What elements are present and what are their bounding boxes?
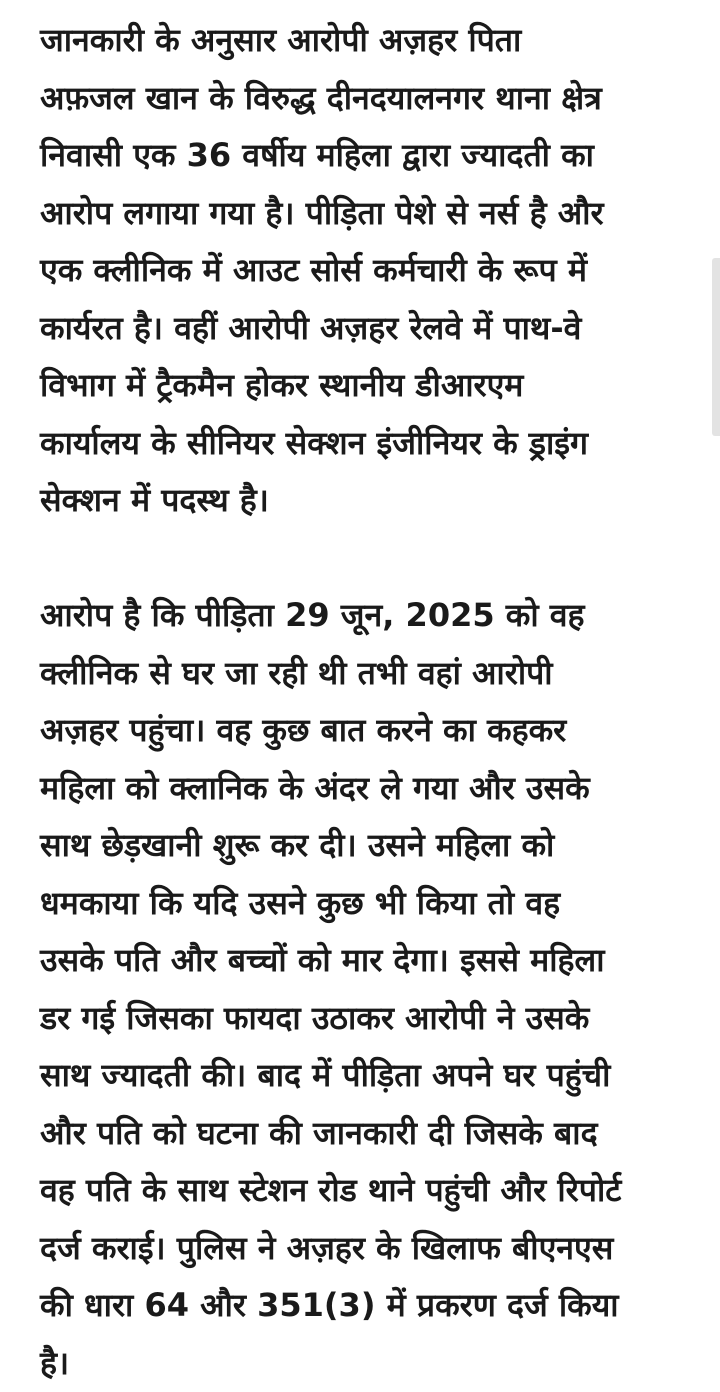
article-body — [40, 12, 690, 1392]
scrollbar-thumb[interactable] — [712, 258, 720, 436]
article-paragraph-1: जानकारी के अनुसार आरोपी अज़हर पिता अफ़जल खान के विरुद्ध दीनदयालनगर थाना क्षेत्र निवासी एक 36 वर्षीय महिला द्वारा ज्यादती का आरोप लगाया गया है। पीड़िता पेशे से नर्स है और एक क्लीनिक में आउट सोर्स कर्मचारी के रूप में कार्यरत है। वहीं आरोपी अज़हर रेलवे में पाथ-वे विभाग में ट्रैकमैन होकर स्थानीय डीआरएम कार्यालय के सीनियर सेक्शन इंजीनियर के ड्राइंग सेक्शन में पदस्थ है। — [40, 21, 604, 519]
article-paragraph-2: आरोप है कि पीड़िता 29 जून, 2025 को वह क्लीनिक से घर जा रही थी तभी वहां आरोपी अज़हर पहुंचा। वह कुछ बात करने का कहकर महिला को क्लानिक के अंदर ले गया और उसके साथ छेड़खानी शुरू कर दी। उसने महिला को धमकाया कि यदि उसने कुछ भी किया तो वह उसके पति और बच्चों को मार देगा। इससे महिला डर गई जिसका फायदा उठाकर आरोपी ने उसके साथ ज्यादती की। बाद में पीड़िता अपने घर पहुंची और पति को घटना की जानकारी दी जिसके बाद वह पति के साथ स्टेशन रोड थाने पहुंची और रिपोर्ट दर्ज कराई। पुलिस ने अज़हर के खिलाफ बीएनएस की धारा 64 और 351(3) में प्रकरण दर्ज किया है। — [40, 596, 622, 1382]
